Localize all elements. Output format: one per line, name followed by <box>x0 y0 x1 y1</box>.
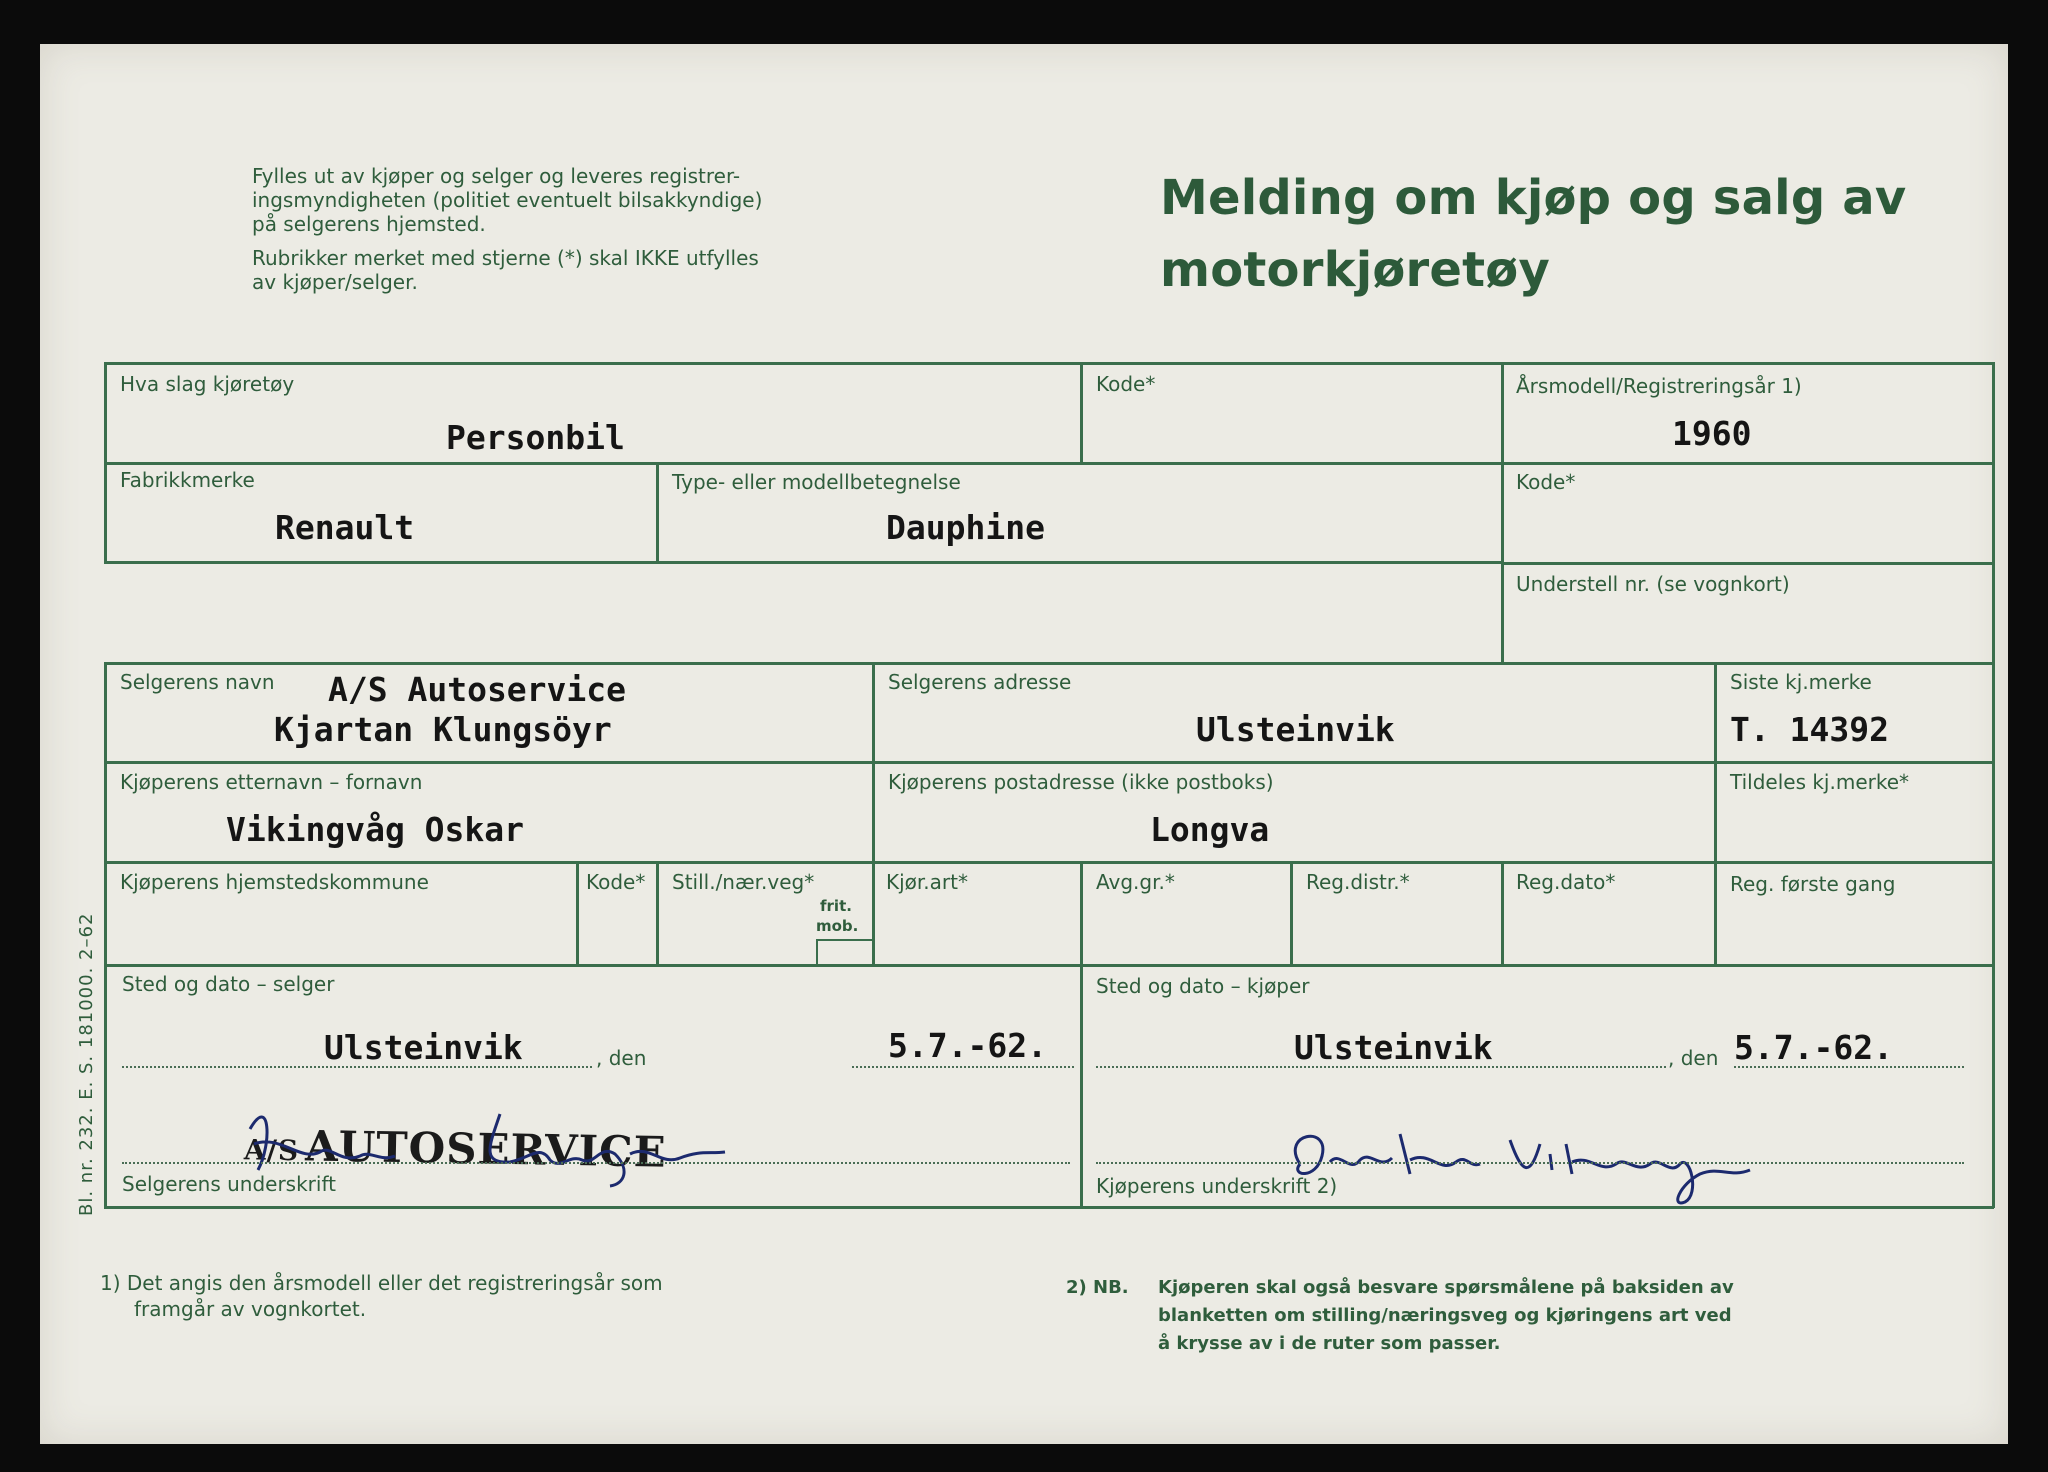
vehicle-type-value: Personbil <box>446 418 625 457</box>
new-plate-label: Tildeles kj.merke* <box>1730 770 1910 794</box>
footnote-line: framgår av vognkortet. <box>134 1297 367 1321</box>
seller-date-value: 5.7.-62. <box>888 1026 1047 1065</box>
instruction-line: på selgerens hjemsted. <box>252 212 486 236</box>
instruction-line: Fylles ut av kjøper og selger og leveres registrer- <box>252 164 741 188</box>
municipality-label: Kjøperens hjemstedskommune <box>120 870 429 894</box>
model-label: Type- eller modellbetegnelse <box>672 470 961 494</box>
reg-district-label: Reg.distr.* <box>1306 870 1410 894</box>
rule <box>1290 861 1293 964</box>
den-label-2: , den <box>1668 1046 1719 1070</box>
model-year-label: Årsmodell/Registreringsår 1) <box>1516 374 1802 398</box>
vehicle-type-label: Hva slag kjøretøy <box>120 372 295 396</box>
seller-place-value: Ulsteinvik <box>324 1028 523 1067</box>
rule <box>104 561 1501 564</box>
model-value: Dauphine <box>886 508 1045 547</box>
rule <box>1080 362 1083 463</box>
rule <box>576 861 579 964</box>
rule <box>104 362 1994 365</box>
footnote-2 <box>1158 1274 1734 1358</box>
buyer-place-line <box>1096 1066 1666 1068</box>
make-label: Fabrikkmerke <box>120 468 255 492</box>
form-print-code: Bl. nr. 232. E. S. 181000. 2–62 <box>76 912 97 1216</box>
footnote-1 <box>100 1270 663 1322</box>
rule <box>1501 562 1994 565</box>
seller-name-line2: Kjartan Klungsöyr <box>274 710 612 749</box>
rule <box>104 861 1994 864</box>
chassis-label: Understell nr. (se vognkort) <box>1516 572 1790 596</box>
model-year-value: 1960 <box>1672 414 1752 453</box>
stamp-as: A/S <box>243 1133 300 1168</box>
code-label-2: Kode* <box>1516 470 1576 494</box>
rule <box>104 662 107 1208</box>
buyer-name-label: Kjøperens etternavn – fornavn <box>120 770 423 794</box>
instructions <box>252 164 762 294</box>
buyer-place-label: Sted og dato – kjøper <box>1096 974 1310 998</box>
rule <box>1992 362 1995 662</box>
frit-label: frit. <box>820 897 852 915</box>
buyer-signature-line <box>1096 1162 1964 1164</box>
buyer-signature-label: Kjøperens underskrift 2) <box>1096 1174 1338 1198</box>
first-reg-label: Reg. første gang <box>1730 872 1896 896</box>
rule <box>872 662 875 964</box>
seller-date-line <box>852 1066 1074 1068</box>
rule <box>104 662 1994 665</box>
instruction-line: ingsmyndigheten (politiet eventuelt bilsakkyndige) <box>252 188 763 212</box>
footnote-line: å krysse av i de ruter som passer. <box>1158 1333 1501 1354</box>
mob-label: mob. <box>816 917 859 935</box>
seller-signature-label: Selgerens underskrift <box>122 1172 336 1196</box>
footnote-line: 1) Det angis den årsmodell eller det registreringsår som <box>100 1271 663 1295</box>
buyer-signature <box>1260 1104 1800 1214</box>
rule <box>104 462 1994 465</box>
fee-group-label: Avg.gr.* <box>1096 870 1175 894</box>
seller-signature-line <box>122 1162 1070 1164</box>
title-line: motorkjøretøy <box>1160 242 1550 298</box>
rule <box>816 939 872 941</box>
rule <box>1992 662 1995 1208</box>
code-label: Kode* <box>1096 372 1156 396</box>
rule <box>656 861 659 964</box>
footnote-line: blanketten om stilling/næringsveg og kjøringens art ved <box>1158 1305 1732 1326</box>
form-paper <box>40 44 2008 1444</box>
buyer-address-value: Longva <box>1150 810 1270 849</box>
form-title <box>1160 166 1906 302</box>
seller-address-value: Ulsteinvik <box>1196 710 1395 749</box>
den-label: , den <box>596 1046 647 1070</box>
buyer-signature-text: Oskar Vikingvåg. <box>1260 1104 1269 1105</box>
buyer-name-value: Vikingvåg Oskar <box>226 810 525 849</box>
seller-signature-text: Kjartan Klungsøyr <box>210 1074 219 1075</box>
rule <box>1501 861 1504 964</box>
last-plate-label: Siste kj.merke <box>1730 670 1872 694</box>
last-plate-value: T. 14392 <box>1730 710 1889 749</box>
stamp-text: AUTOSERVICE <box>304 1121 668 1177</box>
rule <box>104 964 1994 967</box>
instruction-line: Rubrikker merket med stjerne (*) skal IKKE utfylles <box>252 246 759 270</box>
footnote-2-number: 2) NB. <box>1066 1277 1129 1298</box>
rule <box>104 362 107 564</box>
footnote-line: Kjøperen skal også besvare spørsmålene på baksiden av <box>1158 1277 1734 1298</box>
seller-place-line <box>122 1066 592 1068</box>
buyer-date-value: 5.7.-62. <box>1734 1028 1893 1067</box>
seller-place-label: Sted og dato – selger <box>122 972 335 996</box>
municipality-code-label: Kode* <box>586 870 646 894</box>
rule <box>656 462 659 562</box>
rule <box>816 939 818 964</box>
make-value: Renault <box>275 508 415 547</box>
title-line: Melding om kjøp og salg av <box>1160 170 1907 226</box>
reg-date-label: Reg.dato* <box>1516 870 1616 894</box>
drive-type-label: Kjør.art* <box>886 870 968 894</box>
buyer-place-value: Ulsteinvik <box>1294 1028 1493 1067</box>
rule <box>1080 861 1083 1207</box>
buyer-address-label: Kjøperens postadresse (ikke postboks) <box>888 770 1274 794</box>
rule <box>1501 362 1504 662</box>
seller-name-line1: A/S Autoservice <box>328 670 627 709</box>
rule <box>104 761 1994 764</box>
seller-address-label: Selgerens adresse <box>888 670 1072 694</box>
occupation-label: Still./nær.veg* <box>672 870 815 894</box>
seller-name-label: Selgerens navn <box>120 670 275 694</box>
instruction-line: av kjøper/selger. <box>252 270 418 294</box>
rule <box>1714 662 1717 964</box>
